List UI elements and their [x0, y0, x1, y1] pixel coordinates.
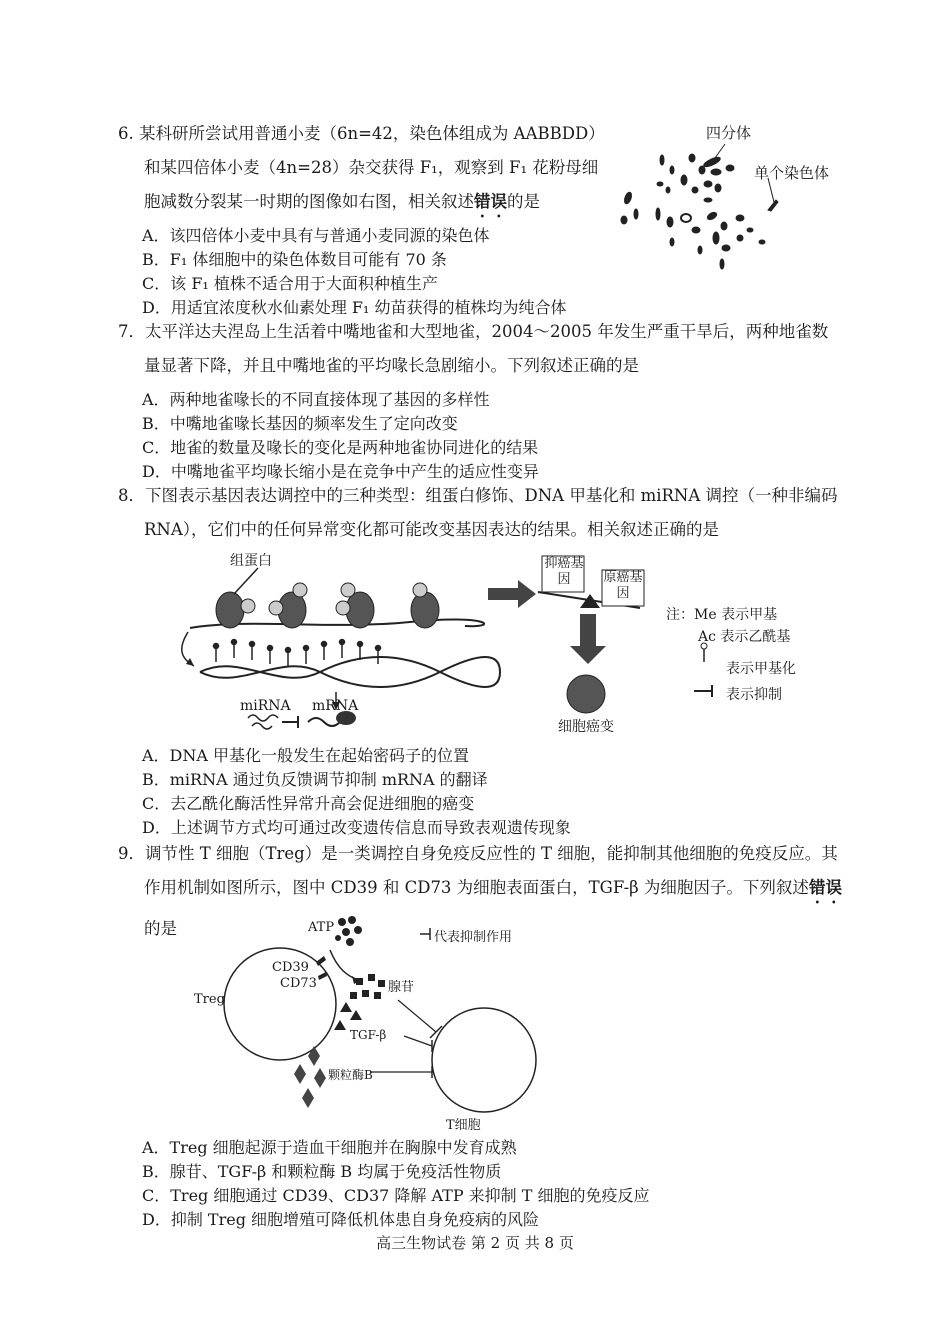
q7-option-b: B．中嘴地雀喙长基因的频率发生了定向改变: [142, 414, 458, 433]
q6-line-1: 6. 某科研所尝试用普通小麦（6n=42，染色体组成为 AABBDD）: [118, 124, 605, 143]
q8-option-c: C．去乙酰化酶活性异常升高会促进细胞的癌变: [142, 794, 475, 813]
chromosome-drawing: [600, 118, 850, 278]
note-methylation-label: 表示甲基化: [726, 661, 796, 677]
q8-option-a: A．DNA 甲基化一般发生在起始密码子的位置: [142, 746, 470, 765]
treg-label: Treg: [194, 992, 225, 1007]
q9-emphasis-wrong: 错误: [808, 878, 842, 897]
tumor-suppressor-gene-label: 抑癌基因: [544, 556, 584, 587]
q6-line-2: 和某四倍体小麦（4n=28）杂交获得 F₁，观察到 F₁ 花粉母细: [144, 158, 599, 177]
tgf-beta-label: TGF-β: [350, 1028, 387, 1042]
t-cell-label: T细胞: [446, 1118, 481, 1133]
q7-option-c: C．地雀的数量及喙长的变化是两种地雀协同进化的结果: [142, 438, 539, 457]
q6-option-b: B．F₁ 体细胞中的染色体数目可能有 70 条: [142, 250, 447, 269]
treg-mechanism-drawing: [190, 914, 550, 1134]
note-ac-label: Ac 表示乙酰基: [698, 629, 791, 645]
q9-option-d: D．抑制 Treg 细胞增殖可降低机体患自身免疫病的风险: [142, 1210, 540, 1229]
note-inhibit-label: 表示抑制: [726, 687, 782, 703]
q9-line-2: 作用机制如图所示，图中 CD39 和 CD73 为细胞表面蛋白，TGF-β 为细胞因子。下列叙述错误: [144, 878, 842, 897]
q9-treg-figure: [190, 914, 550, 1134]
q9-option-a: A．Treg 细胞起源于造血干细胞并在胸腺中发育成熟: [142, 1138, 517, 1157]
q6-option-a: A．该四倍体小麦中具有与普通小麦同源的染色体: [142, 226, 490, 245]
q6-line-3: 胞减数分裂某一时期的图像如右图，相关叙述错误的是: [144, 192, 540, 211]
q9-option-b: B．腺苷、TGF-β 和颗粒酶 B 均属于免疫活性物质: [142, 1162, 502, 1181]
q6-chromosome-figure: [600, 118, 850, 278]
question-8: [118, 484, 848, 542]
q9-option-c: C．Treg 细胞通过 CD39、CD37 降解 ATP 来抑制 T 细胞的免疫反应: [142, 1186, 650, 1205]
inhibition-legend-label: 代表抑制作用: [434, 930, 513, 945]
cell-cancer-label: 细胞癌变: [558, 719, 614, 735]
q8-line-2: RNA），它们中的任何异常变化都可能改变基因表达的结果。相关叙述正确的是: [144, 520, 720, 539]
histone-label: 组蛋白: [230, 553, 272, 569]
cd73-label: CD73: [280, 976, 317, 991]
q8-line-1: 8．下图表示基因表达调控中的三种类型：组蛋白修饰、DNA 甲基化和 miRNA 调控（一种非编码: [118, 486, 838, 505]
q6-option-c: C．该 F₁ 植株不适合用于大面积种植生产: [142, 274, 438, 293]
q7-line-2: 量显著下降，并且中嘴地雀的平均喙长急剧缩小。下列叙述正确的是: [144, 356, 639, 375]
tetrad-label: 四分体: [706, 124, 752, 142]
q7-option-a: A．两种地雀喙长的不同直接体现了基因的多样性: [142, 390, 490, 409]
q7-line-1: 7．太平洋达夫涅岛上生活着中嘴地雀和大型地雀，2004～2005 年发生严重干旱后，两种地雀数: [118, 322, 829, 341]
granzyme-b-label: 颗粒酶B: [328, 1068, 373, 1082]
page-footer: 高三生物试卷 第 2 页 共 8 页: [376, 1234, 574, 1252]
q6-option-d: D．用适宜浓度秋水仙素处理 F₁ 幼苗获得的植株均为纯合体: [142, 298, 567, 317]
q8-gene-regulation-figure: [170, 548, 830, 738]
adenosine-label: 腺苷: [388, 980, 415, 995]
mrna-label: mRNA: [312, 698, 359, 714]
q8-option-d: D．上述调节方式均可通过改变遗传信息而导致表观遗传现象: [142, 818, 571, 837]
q9-line-1: 9．调节性 T 细胞（Treg）是一类调控自身免疫反应性的 T 细胞，能抑制其他细胞的免疫反应。其: [118, 844, 838, 863]
cd39-label: CD39: [272, 960, 309, 975]
q8-option-b: B．miRNA 通过负反馈调节抑制 mRNA 的翻译: [142, 770, 488, 789]
q7-option-d: D．中嘴地雀平均喙长缩小是在竞争中产生的适应性变异: [142, 462, 539, 481]
single-chromosome-label: 单个染色体: [754, 164, 830, 182]
oncogene-label: 原癌基因: [603, 570, 643, 601]
q6-emphasis-wrong: 错误: [474, 192, 507, 211]
note-me-label: 注：Me 表示甲基: [666, 607, 778, 623]
mirna-label: miRNA: [240, 698, 291, 714]
q9-line-3: 的是: [144, 919, 177, 938]
question-7: [118, 320, 848, 378]
atp-label: ATP: [308, 920, 335, 935]
